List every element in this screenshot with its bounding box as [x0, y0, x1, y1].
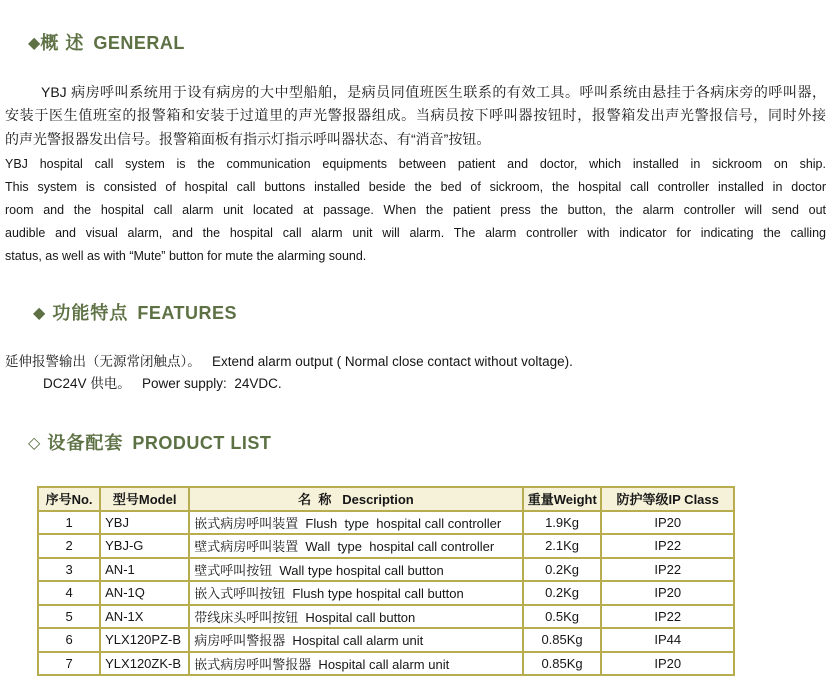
column-header-weight: 重量Weight [523, 487, 602, 511]
filled-diamond-icon: ◆ [28, 35, 41, 52]
cell-ip-class: IP44 [601, 628, 734, 652]
paragraph-line: YBJ hospital call system is the communication equipments between patient and doctor, which installed in sickroom on ship. [5, 157, 826, 172]
cell-model: AN-1 [100, 558, 189, 582]
table-row [38, 581, 734, 605]
cell-model: AN-1X [100, 605, 189, 629]
cell-ip-class: IP20 [601, 581, 734, 605]
cell-description: 壁式呼叫按钮 Wall type hospital call button [189, 558, 523, 582]
cell-weight: 0.85Kg [523, 628, 602, 652]
cell-description: 嵌式病房呼叫警报器 Hospital call alarm unit [189, 652, 523, 676]
cell-no: 2 [38, 534, 100, 558]
cell-ip-class: IP20 [601, 511, 734, 535]
cell-no: 6 [38, 628, 100, 652]
features-title-zh: 功能特点 [52, 303, 129, 324]
features-title-en: FEATURES [137, 303, 237, 324]
cell-weight: 0.85Kg [523, 652, 602, 676]
filled-diamond-icon: ◆ [33, 305, 46, 323]
product-table [37, 486, 735, 676]
cell-ip-class: IP20 [601, 652, 734, 676]
table-row [38, 511, 734, 535]
column-header-ip-class: 防护等级IP Class [601, 487, 734, 511]
paragraph-line: audible and visual alarm, and the hospital call alarm unit will alarm. The alarm controller with indicator for indicating the calling [5, 226, 826, 241]
cell-ip-class: IP22 [601, 534, 734, 558]
cell-no: 4 [38, 581, 100, 605]
table-row [38, 628, 734, 652]
cell-weight: 0.2Kg [523, 558, 602, 582]
paragraph-line: 的声光警报器发出信号。报警箱面板有指示灯指示呼叫器状态、有“消音”按钮。 [5, 130, 491, 147]
table-row [38, 652, 734, 676]
cell-model: AN-1Q [100, 581, 189, 605]
general-title-en: GENERAL [93, 33, 185, 53]
cell-no: 5 [38, 605, 100, 629]
paragraph-line: 安装于医生值班室的报警箱和安装于过道里的声光警报器组成。当病员按下呼叫器按钮时，报警箱发出声光警报信号，同时外接 [5, 107, 826, 124]
cell-model: YBJ [100, 511, 189, 535]
table-row [38, 534, 734, 558]
cell-weight: 0.2Kg [523, 581, 602, 605]
cell-description: 嵌式病房呼叫装置 Flush type hospital call controller [189, 511, 523, 535]
cell-description: 带线床头呼叫按钮 Hospital call button [189, 605, 523, 629]
cell-weight: 1.9Kg [523, 511, 602, 535]
product-list-heading [8, 410, 826, 477]
cell-no: 7 [38, 652, 100, 676]
features-list [5, 351, 826, 395]
cell-model: YBJ-G [100, 534, 189, 558]
cell-description: 病房呼叫警报器 Hospital call alarm unit [189, 628, 523, 652]
general-title-zh: 概 述 [40, 33, 85, 53]
column-header-model: 型号Model [100, 487, 189, 511]
general-paragraph-zh [5, 81, 826, 151]
general-heading [8, 10, 826, 77]
column-header-no: 序号No. [38, 487, 100, 511]
cell-model: YLX120PZ-B [100, 628, 189, 652]
features-item: DC24V 供电。 Power supply: 24VDC. [43, 376, 282, 392]
features-heading [13, 280, 826, 347]
table-row [38, 558, 734, 582]
paragraph-line: room and the hospital call alarm unit located at passage. When the patient press the button, the alarm controller will send out [5, 203, 826, 218]
cell-weight: 0.5Kg [523, 605, 602, 629]
cell-description: 壁式病房呼叫装置 Wall type hospital call controller [189, 534, 523, 558]
features-item: 延伸报警输出（无源常闭触点）。 Extend alarm output ( Normal close contact without voltage). [5, 354, 573, 370]
cell-ip-class: IP22 [601, 558, 734, 582]
paragraph-line: status, as well as with “Mute” button for mute the alarming sound. [5, 249, 367, 264]
cell-model: YLX120ZK-B [100, 652, 189, 676]
column-header-description: 名 称 Description [189, 487, 523, 511]
cell-ip-class: IP22 [601, 605, 734, 629]
cell-description: 嵌入式呼叫按钮 Flush type hospital call button [189, 581, 523, 605]
table-header-row [38, 487, 734, 511]
hollow-diamond-icon: ◇ [28, 435, 41, 453]
table-row [38, 605, 734, 629]
cell-no: 1 [38, 511, 100, 535]
cell-weight: 2.1Kg [523, 534, 602, 558]
general-paragraph-en [5, 153, 826, 268]
paragraph-line: YBJ 病房呼叫系统用于设有病房的大中型船舶，是病员同值班医生联系的有效工具。呼叫系统由悬挂于各病床旁的呼叫器， [41, 84, 826, 100]
paragraph-line: This system is consisted of hospital call buttons installed beside the bed of sickroom, the hospital call controller installed in doctor [5, 180, 826, 195]
product-list-title-zh: 设备配套 [47, 433, 124, 454]
product-list-title-en: PRODUCT LIST [132, 433, 272, 454]
cell-no: 3 [38, 558, 100, 582]
